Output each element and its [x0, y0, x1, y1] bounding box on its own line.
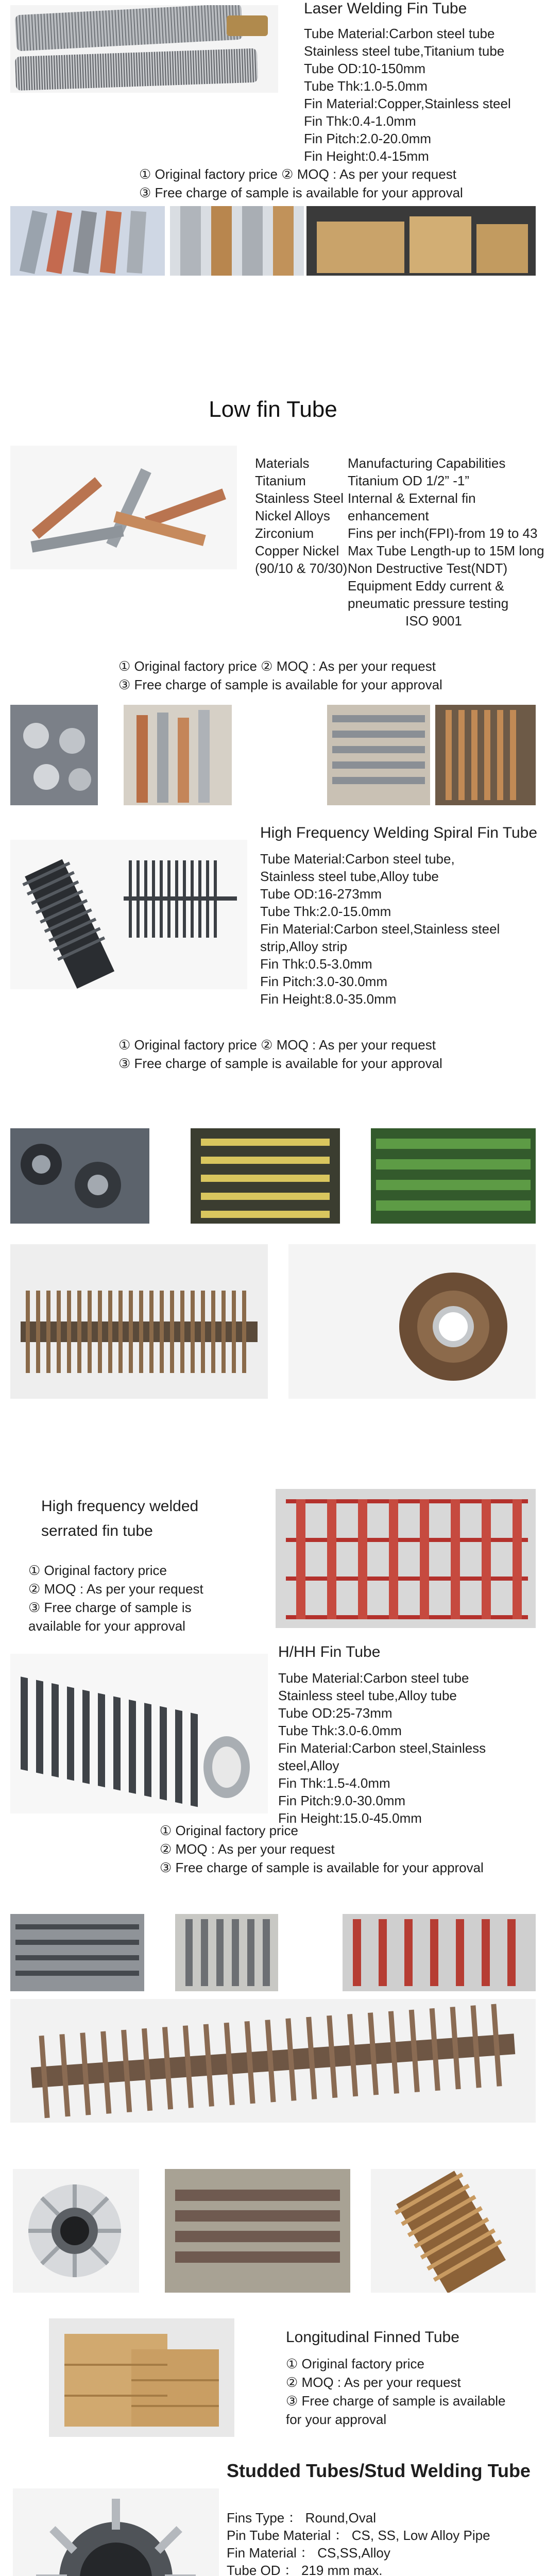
laser-title: Laser Welding Fin Tube [304, 0, 467, 17]
laser-spec-line: Stainless steel tube,Titanium tube [304, 43, 505, 59]
hfw-photo-2 [191, 1128, 340, 1224]
stud-tube-photo [13, 2488, 219, 2576]
hfw-title: High Frequency Welding Spiral Fin Tube [260, 824, 538, 841]
stud-spec-line: Tube OD ： 219 mm max. [227, 2563, 383, 2576]
serrated-note-line: ③ Free charge of sample is [28, 1600, 192, 1615]
hfw-serrated-photo-1 [10, 1244, 268, 1399]
lowfin-notes [118, 657, 442, 694]
hfin-photo-3 [343, 1914, 536, 1991]
hfw-spec-line: Stainless steel tube,Alloy tube [260, 869, 439, 884]
stud-specs [227, 2509, 490, 2576]
hfw-spec-line: Fin Material:Carbon steel,Stainless steel [260, 921, 500, 937]
hfw-spiral-tube-photo [10, 840, 247, 989]
hfin-photo-2 [175, 1914, 278, 1991]
hfin-note-line: ② MOQ : As per your request [160, 1841, 335, 1857]
stud-title: Studded Tubes/Stud Welding Tube [227, 2460, 531, 2481]
lowfin-photo-1 [10, 705, 98, 805]
laser-spec-line: Fin Thk:0.4-1.0mm [304, 113, 416, 129]
longitudinal-note-line: ③ Free charge of sample is available [286, 2393, 506, 2409]
laser-fin-tube-photo [10, 5, 278, 93]
lowfin-capability: Non Destructive Test(NDT) [348, 561, 508, 576]
hfin-spec-line: Stainless steel tube,Alloy tube [278, 1688, 457, 1703]
stud-spec-line: Fin Material ： CS,SS,Alloy [227, 2545, 390, 2561]
hfin-photo-1 [10, 1914, 144, 1991]
hfin-spec-line: Fin Material:Carbon steel,Stainless steel,Alloy [278, 1740, 486, 1773]
longitudinal-crate-photo [49, 2318, 234, 2437]
hfin-title: H/HH Fin Tube [278, 1643, 381, 1660]
serrated-title [41, 1494, 198, 1544]
serrated-title-line: High frequency welded [41, 1498, 199, 1515]
lowfin-photo-4 [435, 705, 536, 805]
laser-note-line: ① Original factory price ② MOQ : As per your request [139, 166, 456, 182]
hfw-photo-1 [10, 1128, 149, 1224]
laser-notes [139, 165, 463, 202]
serrated-rack-photo [276, 1489, 536, 1628]
longitudinal-title: Longitudinal Finned Tube [286, 2329, 459, 2346]
stud-section [0, 2452, 546, 2576]
lowfin-capability: Fins per inch(FPI)-from 19 to 43 [348, 526, 538, 541]
hfin-spec-line: Tube OD:25-73mm [278, 1705, 393, 1721]
laser-spec-line: Fin Pitch:2.0-20.0mm [304, 131, 432, 146]
serrated-note-line: available for your approval [28, 1618, 185, 1634]
hfin-section [0, 1643, 546, 2169]
serrated-title-line: serrated fin tube [41, 1522, 153, 1539]
lowfin-material: (90/10 & 70/30) [255, 561, 348, 576]
laser-spec-line: Tube Material:Carbon steel tube [304, 26, 495, 41]
longitudinal-photo-1 [13, 2169, 139, 2293]
lowfin-materials-label: Materials [255, 455, 310, 471]
hfin-note-line: ③ Free charge of sample is available for your approval [160, 1860, 484, 1875]
lowfin-material: Titanium [255, 473, 306, 488]
hfw-spec-line: strip,Alloy strip [260, 939, 348, 954]
serrated-notes [28, 1561, 203, 1635]
laser-specs [304, 25, 511, 165]
hfin-spec-line: Fin Height:15.0-45.0mm [278, 1810, 422, 1826]
lowfin-capability: ISO 9001 [405, 613, 462, 629]
hfin-spec-line: Tube Thk:3.0-6.0mm [278, 1723, 402, 1738]
hfw-spec-line: Fin Pitch:3.0-30.0mm [260, 974, 388, 989]
laser-spec-line: Tube Thk:1.0-5.0mm [304, 78, 428, 94]
lowfin-capability: Titanium OD 1/2” -1” [348, 473, 469, 488]
longitudinal-notes [286, 2354, 506, 2429]
hfw-section [0, 824, 546, 1468]
lowfin-material: Stainless Steel [255, 490, 344, 506]
hfw-note-line: ① Original factory price ② MOQ : As per your request [118, 1037, 436, 1053]
lowfin-capabilities [348, 454, 546, 630]
serrated-section [0, 1484, 546, 1638]
longitudinal-photo-2 [165, 2169, 350, 2293]
laser-spec-line: Tube OD:10-150mm [304, 61, 426, 76]
lowfin-material: Zirconium [255, 526, 314, 541]
longitudinal-note-line: ② MOQ : As per your request [286, 2375, 461, 2390]
hfin-note-line: ① Original factory price [160, 1823, 298, 1838]
laser-photo-1 [10, 206, 165, 276]
lowfin-title: Low fin Tube [209, 397, 337, 422]
laser-spec-line: Fin Material:Copper,Stainless steel [304, 96, 511, 111]
serrated-note-line: ② MOQ : As per your request [28, 1581, 203, 1597]
lowfin-note-line: ① Original factory price ② MOQ : As per your request [118, 658, 436, 674]
laser-spec-line: Fin Height:0.4-15mm [304, 148, 429, 164]
lowfin-capability: pneumatic pressure testing [348, 596, 509, 611]
lowfin-photo-3 [327, 705, 430, 805]
hfin-specs [278, 1669, 546, 1827]
hfin-spec-line: Fin Thk:1.5-4.0mm [278, 1775, 390, 1791]
laser-photo-3 [306, 206, 536, 276]
hfw-serrated-photo-2 [288, 1244, 536, 1399]
laser-note-line: ③ Free charge of sample is available for your approval [139, 185, 463, 200]
lowfin-section [0, 397, 546, 809]
lowfin-material: Copper Nickel [255, 543, 339, 558]
stud-spec-line: Pin Tube Material ： CS, SS, Low Alloy Pipe [227, 2528, 490, 2543]
serrated-note-line: ① Original factory price [28, 1563, 167, 1578]
hfin-tube-photo [10, 1654, 268, 1814]
hfw-note-line: ③ Free charge of sample is available for your approval [118, 1056, 442, 1071]
lowfin-capability: Max Tube Length-up to 15M long [348, 543, 544, 558]
longitudinal-note-line: ① Original factory price [286, 2356, 424, 2371]
hfin-spec-line: Tube Material:Carbon steel tube [278, 1670, 469, 1686]
hfw-spec-line: Tube Thk:2.0-15.0mm [260, 904, 391, 919]
stud-spec-line: Fins Type ： Round,Oval [227, 2510, 376, 2526]
longitudinal-section [0, 2169, 546, 2442]
lowfin-tube-photo [10, 446, 237, 569]
hfw-spec-line: Fin Height:8.0-35.0mm [260, 991, 397, 1007]
hfin-notes [160, 1821, 484, 1877]
hfw-spec-line: Tube Material:Carbon steel tube, [260, 851, 455, 867]
hfw-notes [118, 1036, 442, 1073]
lowfin-capability: Internal & External fin enhancement [348, 490, 476, 523]
lowfin-capability: Manufacturing Capabilities [348, 455, 506, 471]
hfin-spec-line: Fin Pitch:9.0-30.0mm [278, 1793, 406, 1808]
laser-photo-2 [170, 206, 304, 276]
longitudinal-note-line: for your approval [286, 2412, 387, 2427]
longitudinal-photo-3 [371, 2169, 536, 2293]
laser-section [0, 0, 546, 278]
hfw-spec-line: Tube OD:16-273mm [260, 886, 382, 902]
hfin-long-tube-photo [10, 1999, 536, 2123]
hfw-photo-3 [371, 1128, 536, 1224]
hfw-specs [260, 850, 500, 1008]
lowfin-capability: Equipment Eddy current & [348, 578, 504, 594]
lowfin-material: Nickel Alloys [255, 508, 330, 523]
lowfin-materials [255, 454, 347, 577]
lowfin-note-line: ③ Free charge of sample is available for your approval [118, 677, 442, 692]
lowfin-photo-2 [124, 705, 232, 805]
hfw-spec-line: Fin Thk:0.5-3.0mm [260, 956, 372, 972]
